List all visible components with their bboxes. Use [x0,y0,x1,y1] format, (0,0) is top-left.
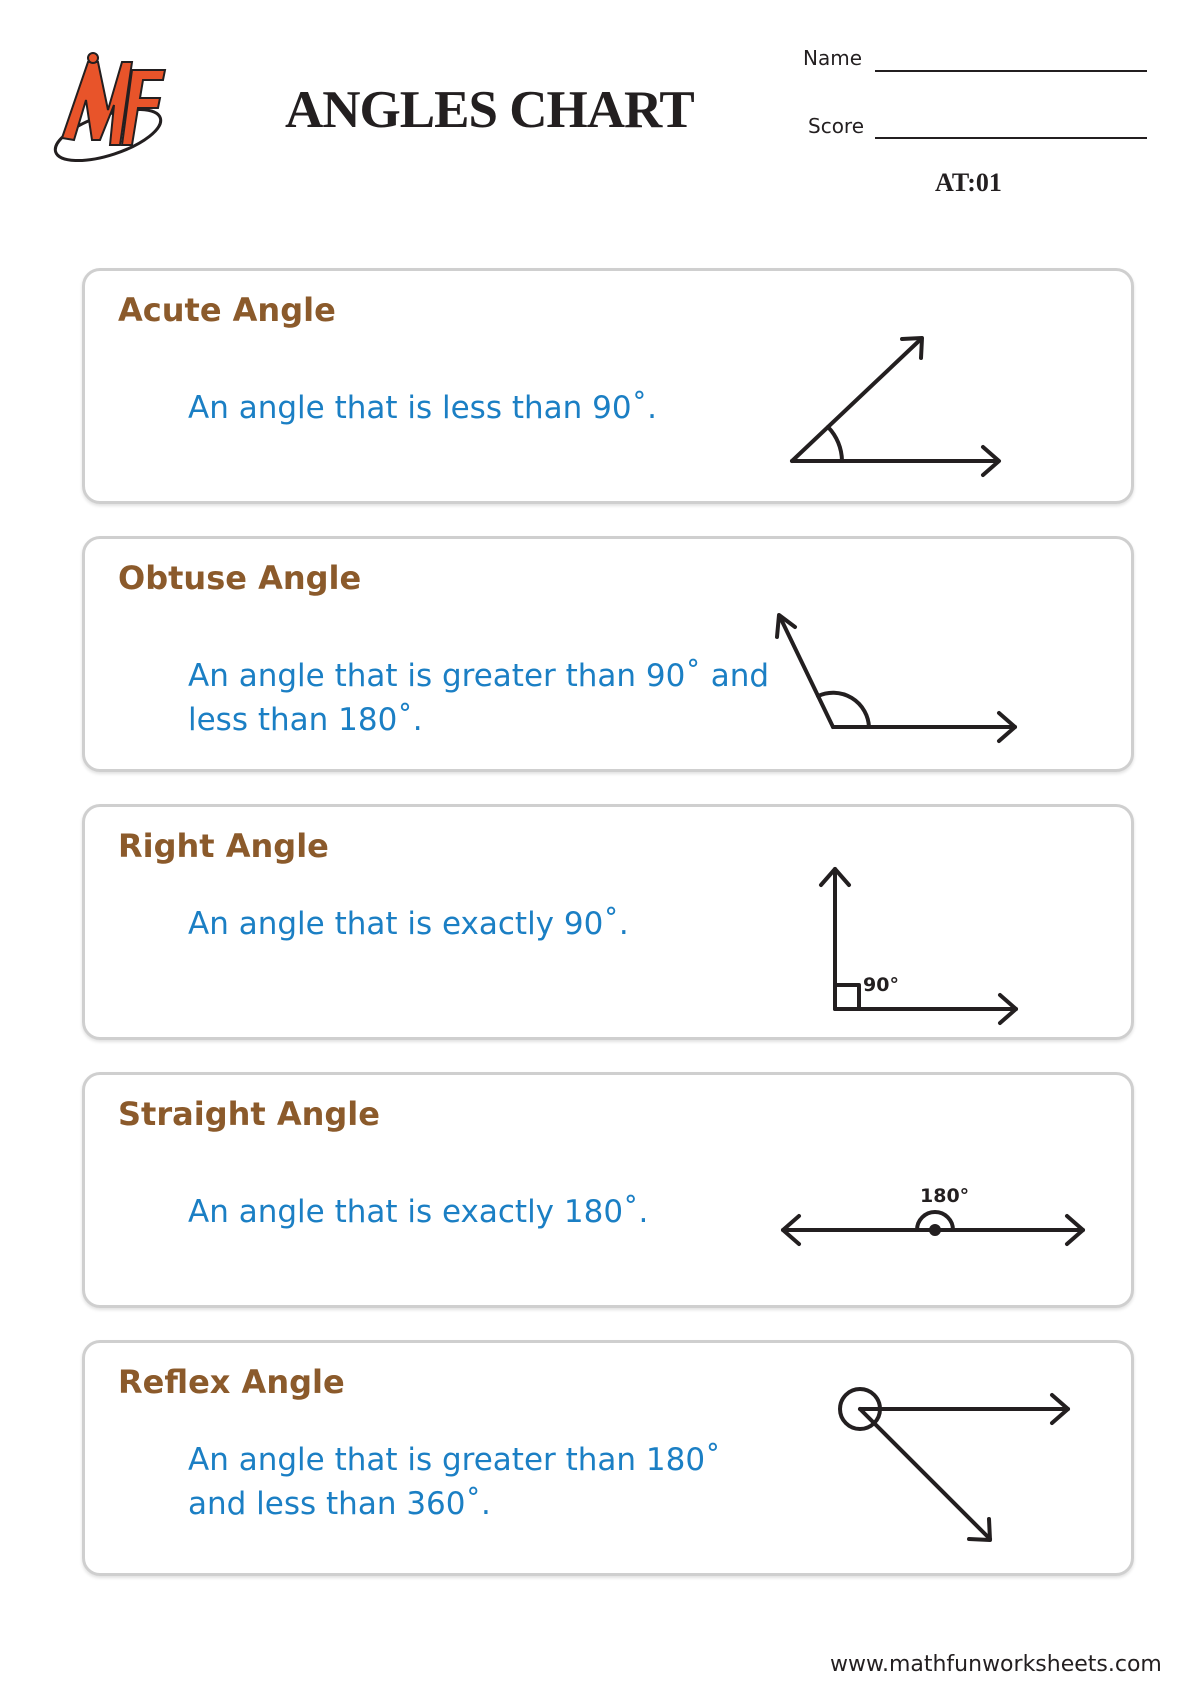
worksheet-code: AT:01 [935,168,1002,197]
name-label: Name [803,46,863,70]
right-angle-card [82,804,1134,1040]
acute-angle-card [82,268,1134,504]
card-title: Reflex Angle [118,1363,345,1401]
card-description: An angle that is less than 90˚. [188,390,657,426]
straight-angle-card [82,1072,1134,1308]
card-description: An angle that is exactly 90˚. [188,906,629,942]
reflex-angle-card [82,1340,1134,1576]
page-title: ANGLES CHART [285,81,694,139]
card-description: An angle that is greater than 90˚ and less than 180˚. [188,658,770,738]
card-title: Acute Angle [118,291,336,329]
score-label: Score [808,114,865,138]
card-description: An angle that is exactly 180˚. [188,1194,649,1230]
right-angle-label: 90° [863,974,899,996]
name-field[interactable] [875,70,1147,72]
mathfunworksheets-logo [50,50,170,165]
card-title: Obtuse Angle [118,559,362,597]
score-field[interactable] [875,137,1147,139]
card-title: Straight Angle [118,1095,380,1133]
obtuse-angle-card [82,536,1134,772]
footer-url: www.mathfunworksheets.com [830,1652,1162,1677]
card-description: An angle that is greater than 180˚ and less than 360˚. [188,1442,721,1522]
card-title: Right Angle [118,827,329,865]
straight-angle-label: 180° [920,1185,970,1207]
